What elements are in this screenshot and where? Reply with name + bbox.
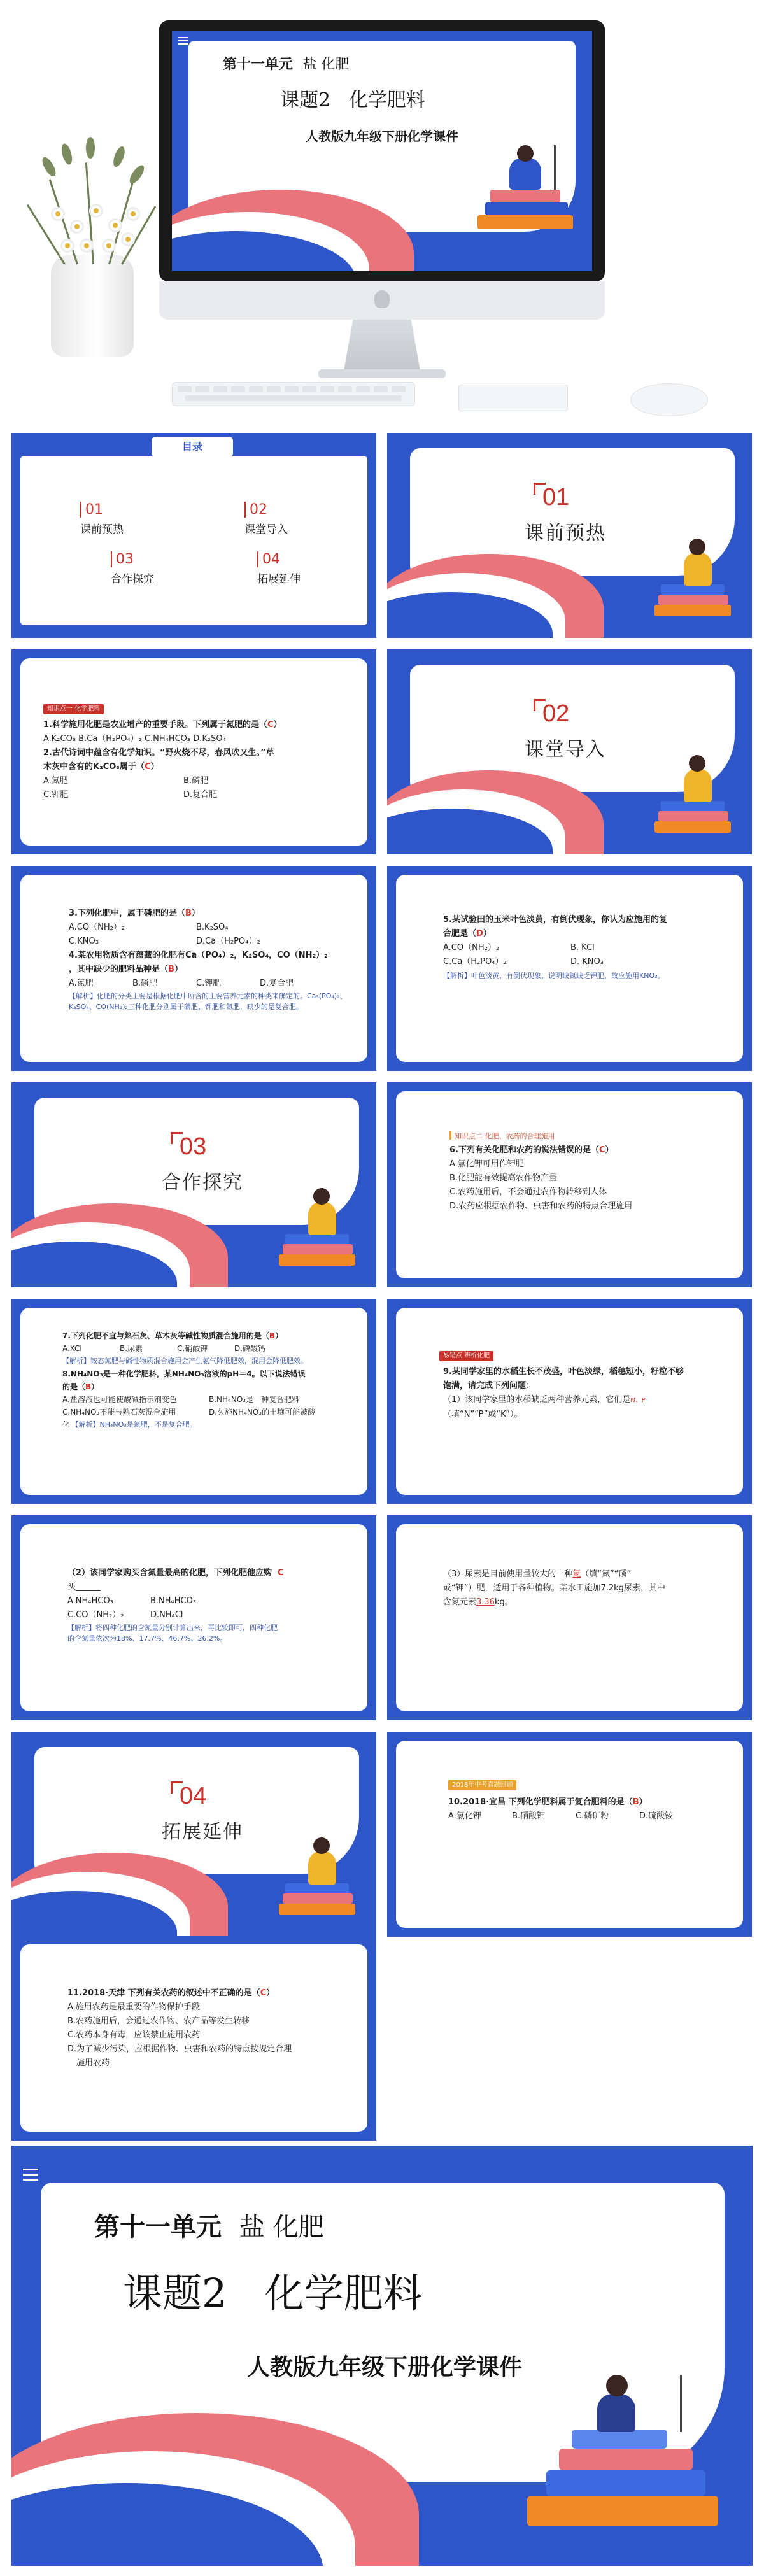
- slide-q9-part2: [11, 1515, 376, 1720]
- question-block: 9.某同学家里的水稻生长不茂盛，叶色淡绿，稻穗短小，籽粒不够 饱满，请完成下列问题： （1）该同学家里的水稻缺乏两种营养元素，它们是N、P （填“N”“P”或“K”）。: [443, 1367, 684, 1419]
- hero-mockup: [0, 0, 764, 420]
- slide-q9: [387, 1299, 752, 1504]
- cover-subtitle: 人教版九年级下册化学课件: [247, 2354, 523, 2381]
- slide-section-04: [11, 1732, 376, 1937]
- question-block: 1.科学施用化肥是农业增产的重要手段。下列属于氮肥的是（C） A.K₂CO₃ B.Ca（H₂PO₄）₂ C.NH₄HCO₃ D.K₂SO₄ 2.古代诗词中蕴含有化学知识。“野火烧不尽，春风吹又生。”草 木灰中含有的K₂CO₃属于（C） A.氮肥 B.磷肥 C.钾肥 D.复合肥: [43, 720, 282, 800]
- section-title: 课堂导入: [525, 739, 606, 761]
- slide-q3-q4: [11, 866, 376, 1071]
- question-block: 7.下列化肥不宜与熟石灰、草木灰等碱性物质混合施用的是（B） A.KCl B.尿素 C.硝酸钾 D.磷酸钙 【解析】铵态氮肥与碱性物质混合施用会产生氨气降低肥效，混用会降低肥效。 8.NH₄NO₃是一种化学肥料，某NH₄NO₃溶液的pH＝4。以下说法错误 的是（B） A.盐溶液也可能使酸碱指示剂变色 B.NH₄NO₃是一种复合肥料 C.NH₄NO₃不能与熟石灰混合施用 D.久施NH₄NO₃的土壤可能被酸 化 【解析】NH₄NO₃是氮肥，不是复合肥。: [62, 1331, 316, 1429]
- section-title: 课前预热: [525, 522, 606, 544]
- toc-item-label: 拓展延伸: [257, 573, 301, 586]
- slide-section-02: [387, 649, 752, 854]
- question-block: 3.下列化肥中，属于磷肥的是（B） A.CO（NH₂）₂ B.K₂SO₄ C.KNO₃ D.Ca（H₂PO₄）₂ 4.某农用物质含有蕴藏的化肥有Ca（PO₄）₂，K₂SO₄，CO（NH₂）₂ ，其中缺少的肥料品种是（B） A.氮肥 B.磷肥 C.钾肥 D.复合肥 【解析】化肥的分类主要是根据化肥中所含的主要营养元素的种类来确定的。Ca₃(PO₄)₂、K₂SO₄、CO(NH₂)₂三种化肥分别属于磷肥、钾肥和氮肥，缺少的是复合肥。: [69, 909, 347, 1011]
- monitor-neck: [344, 320, 420, 371]
- cover-lesson: 课题2 化学肥料: [123, 2270, 423, 2316]
- section-number: 03: [180, 1133, 207, 1160]
- screen-unit: 第十一单元 盐 化肥: [223, 57, 350, 73]
- student-illustration: [648, 528, 744, 630]
- student-illustration: [272, 1178, 368, 1280]
- screen-slide: [172, 31, 592, 271]
- menu-icon: [178, 37, 188, 46]
- topic-note: 知识点二 化肥、农药的合理施用: [455, 1132, 555, 1140]
- flower-bouquet: [25, 137, 159, 264]
- question-block: 11.2018·天津 下列有关农药的叙述中不正确的是（C） A.施用农药是最重要的作物保护手段 B.农药施用后，会通过农作物、农产品等发生转移 C.农药本身有毒，应该禁止施用农药 D.为了减少污染，应根据作物、虫害和农药的特点按规定合理 施用农药: [67, 1988, 292, 2068]
- menu-icon[interactable]: [23, 2169, 38, 2183]
- screen-subtitle: 人教版九年级下册化学课件: [306, 129, 458, 144]
- slide-section-03: [11, 1082, 376, 1287]
- section-number: 04: [180, 1783, 207, 1809]
- section-title: 合作探究: [162, 1171, 243, 1194]
- slide-q6: [387, 1082, 752, 1287]
- slide-q9-part3: [387, 1515, 752, 1720]
- question-block: 5.某试验田的玉米叶色淡黄，有倒伏现象，你认为应施用的复 合肥是（D） A.CO（NH₂）₂ B. KCl C.Ca（H₂PO₄）₂ D. KNO₃ 【解析】叶色淡黄，有倒伏现象，说明缺氮缺乏钾肥，故应施用KNO₃。: [443, 915, 667, 980]
- question-block: 6.下列有关化肥和农药的说法错误的是（C） A.氯化钾可用作钾肥 B.化肥能有效提高农作物产量 C.农药施用后，不会通过农作物转移到人体 D.农药应根据农作物、虫害和农药的特点合理施用: [449, 1145, 633, 1211]
- topic-tag: 易错点 辨析化肥: [439, 1351, 493, 1361]
- section-number: 01: [542, 484, 570, 511]
- student-illustration: [648, 745, 744, 847]
- question-block: （3）尿素是目前使用量较大的一种氮（填“氮”“磷” 或“钾”）肥，适用于各种植物。某水田施加7.2kg尿素，其中 含氮元素3.36kg。: [443, 1569, 665, 1607]
- slide-section-01: [387, 433, 752, 638]
- toc-item-label: 课前预热: [80, 523, 124, 536]
- student-illustration: [272, 1827, 368, 1929]
- toc-item-label: 课堂导入: [244, 523, 288, 536]
- monitor-stand: [318, 369, 446, 378]
- books-illustration: [471, 139, 579, 247]
- trackpad: [458, 385, 568, 411]
- topic-tag: 知识点一 化学肥料: [43, 704, 104, 714]
- slide-q1-q2: [11, 649, 376, 854]
- mouse: [630, 383, 708, 416]
- section-number: 02: [542, 700, 570, 727]
- books-illustration: [521, 2375, 731, 2553]
- slide-q10: [387, 1732, 752, 1937]
- toc-item-1[interactable]: [80, 502, 157, 536]
- toc-item-3[interactable]: [111, 551, 187, 586]
- section-title: 拓展延伸: [162, 1821, 243, 1843]
- toc-title-tab: 目录: [152, 437, 233, 457]
- toc-item-2[interactable]: [244, 502, 321, 536]
- slide-q7-q8: [11, 1299, 376, 1504]
- slide-q5: [387, 866, 752, 1071]
- toc-item-4[interactable]: [257, 551, 334, 586]
- toc-item-num: 04: [257, 551, 334, 567]
- topic-tag: 2018年中考真题回顾: [448, 1780, 516, 1790]
- question-block: （2）该同学家购买含氮量最高的化肥，下列化肥他应购 C 买______ A.NH₄HCO₃ B.NH₄HCO₃ C.CO（NH₂）₂ D.NH₄Cl 【解析】将四种化肥的含氮量分别计算出来，再比较即可，四种化肥 的含氮量依次为18%、17.7%、46.7%、26.2%。: [67, 1568, 284, 1643]
- slide-toc: [11, 433, 376, 638]
- toc-item-label: 合作探究: [111, 573, 154, 586]
- screen-lesson: 课题2 化学肥料: [280, 89, 425, 111]
- flower-vase: [51, 255, 134, 357]
- slide-q11: [11, 1936, 376, 2141]
- keyboard: [172, 382, 415, 406]
- toc-item-num: 02: [244, 502, 321, 518]
- slide-cover-large: [11, 2146, 753, 2566]
- question-block: 10.2018·宜昌 下列化学肥料属于复合肥料的是（B） A.氯化钾 B.硝酸钾 C.磷矿粉 D.硫酸铵: [448, 1797, 674, 1821]
- cover-unit: 第十一单元 盐 化肥: [94, 2212, 324, 2242]
- apple-logo-icon: [374, 290, 390, 308]
- toc-item-num: 01: [80, 502, 157, 518]
- toc-item-num: 03: [111, 551, 187, 567]
